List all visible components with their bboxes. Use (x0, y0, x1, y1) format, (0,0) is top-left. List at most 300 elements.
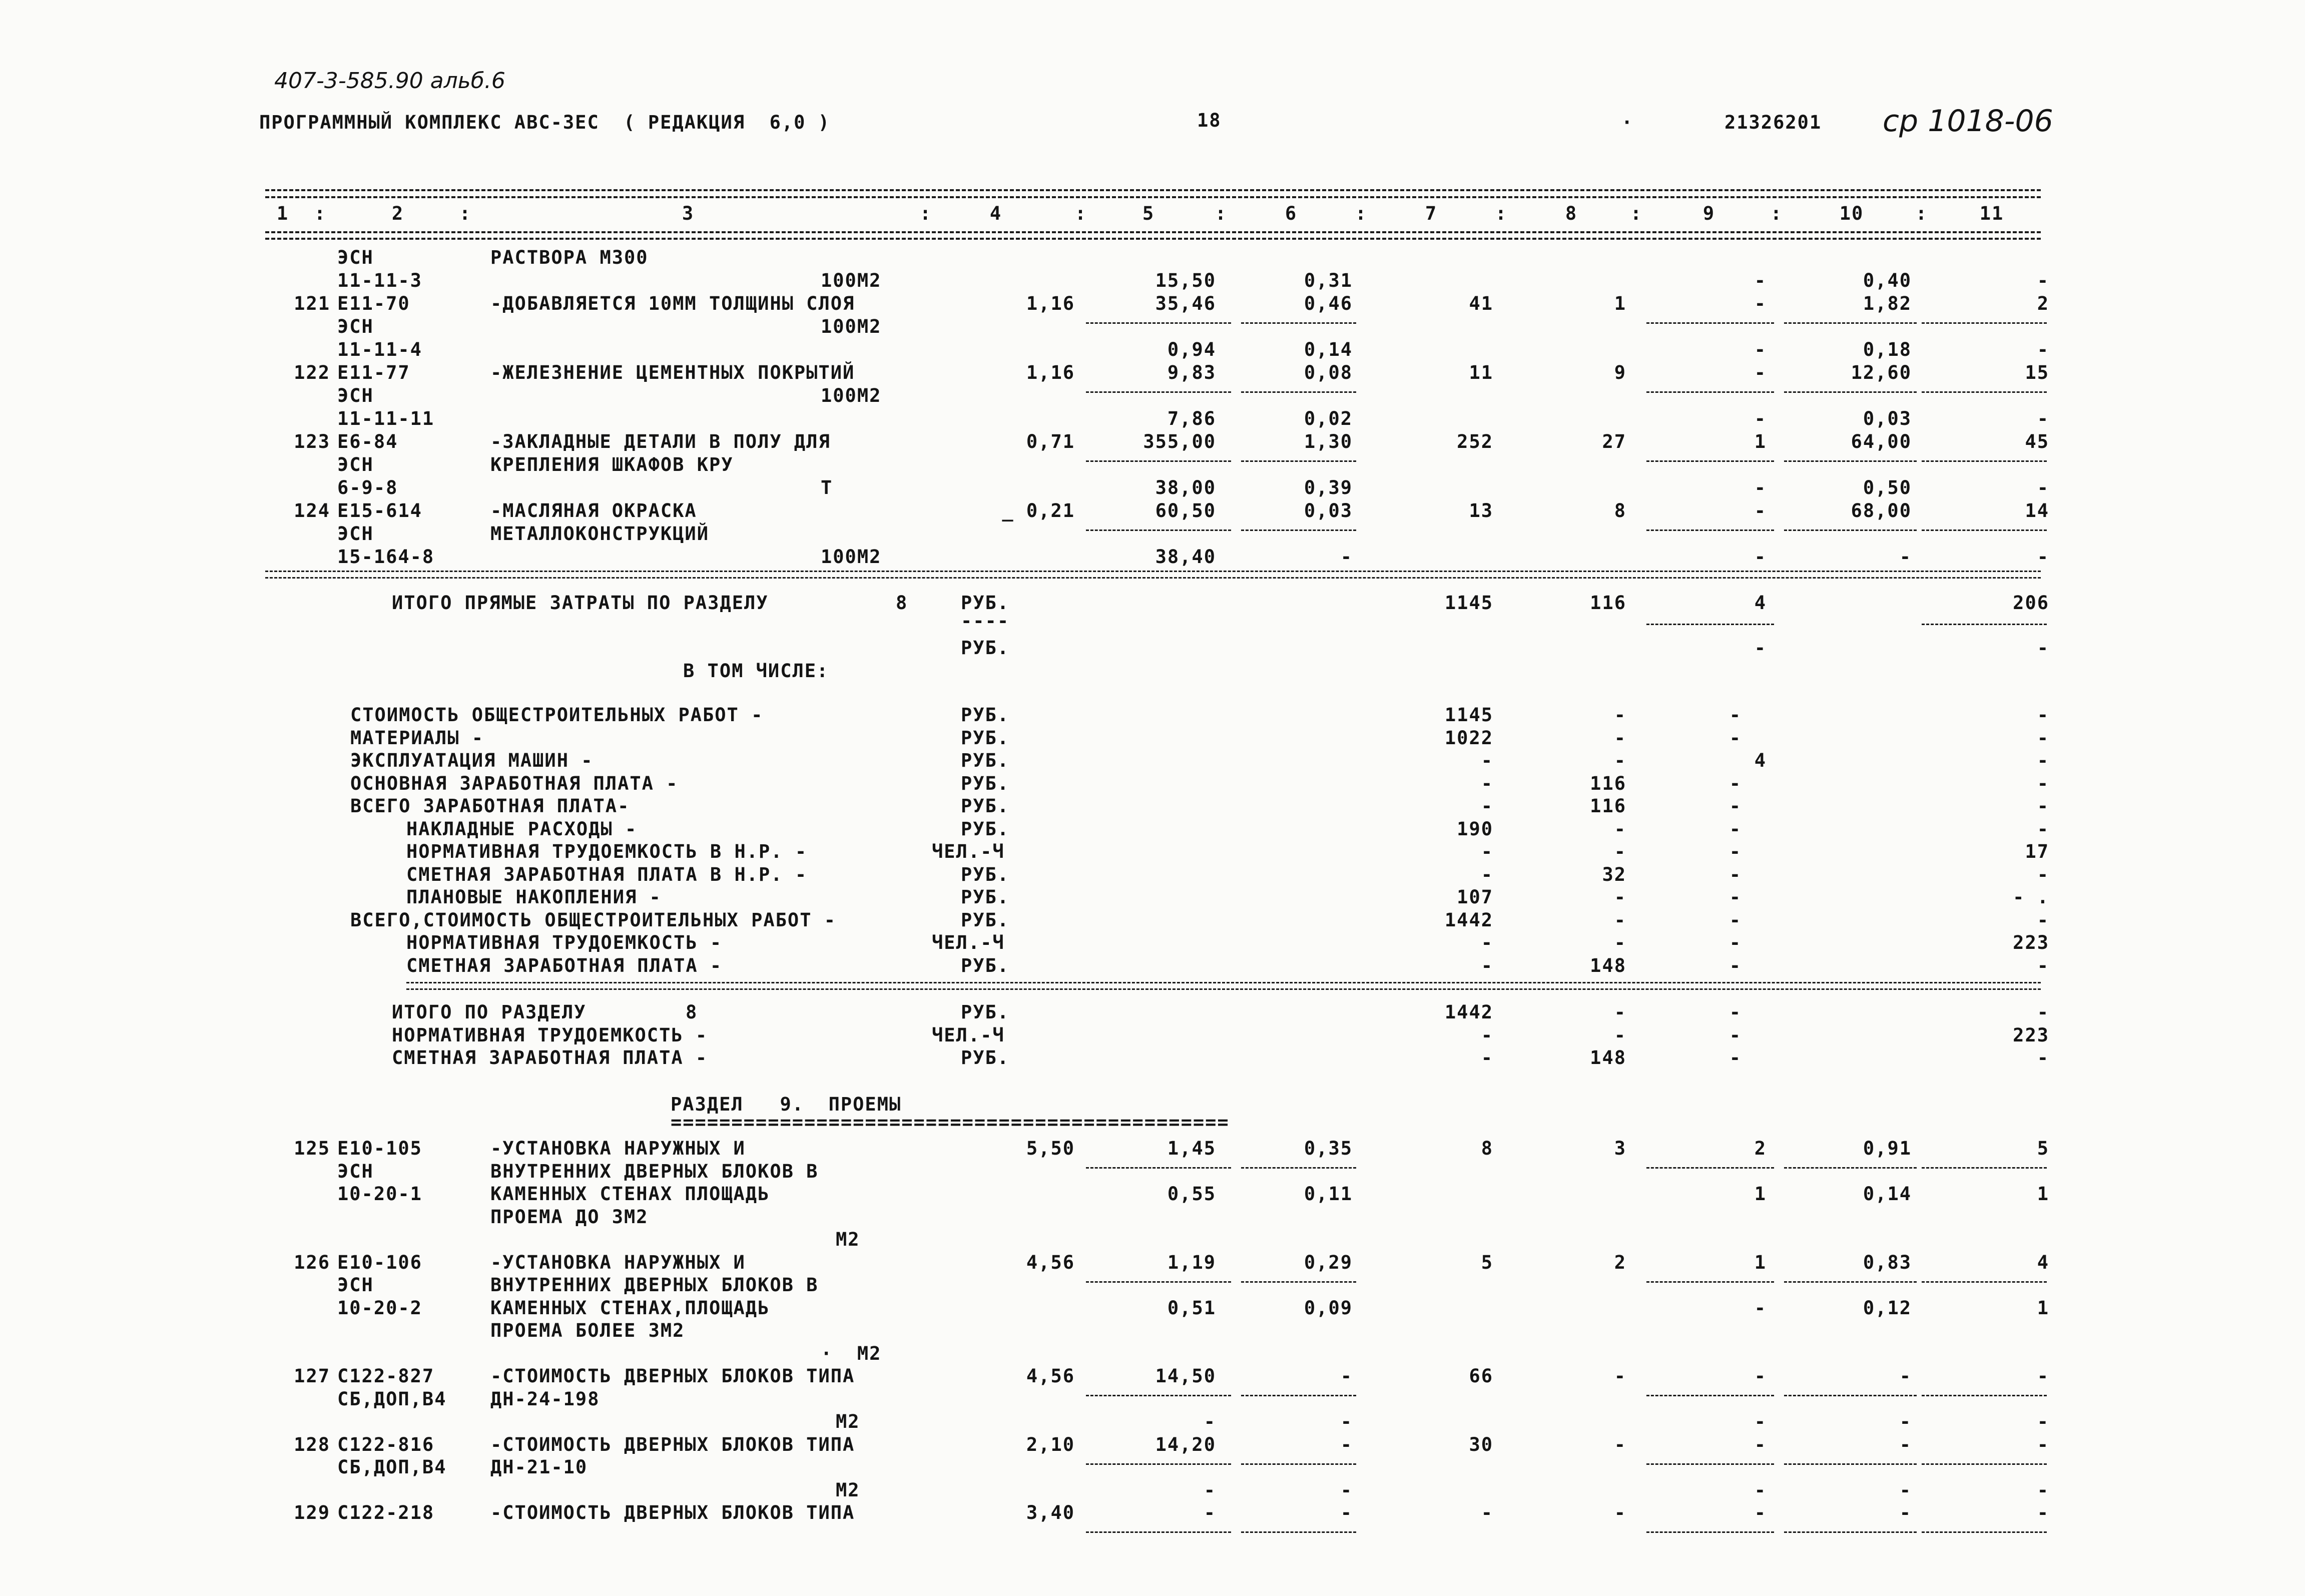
breakdown-unit: РУБ. (961, 886, 1010, 908)
cell-rule (1086, 391, 1231, 393)
cell-c5: 0,55 (1167, 1183, 1216, 1205)
cell-c11: 14 (2025, 500, 2049, 521)
cell-c3: -УСТАНОВКА НАРУЖНЫХ И (490, 1251, 746, 1273)
column-separator: : (459, 203, 472, 224)
cell-c5: - (1204, 1502, 1216, 1523)
breakdown-c9: - (1729, 818, 1742, 840)
cell-rule (1086, 529, 1231, 531)
cell-c4: 0,71 (1026, 431, 1075, 452)
header-dot: · (1621, 112, 1634, 133)
breakdown-c7: - (1481, 932, 1493, 953)
breakdown-c8: 148 (1590, 954, 1626, 976)
column-header-6: 6 (1285, 203, 1298, 224)
cell-c10: 64,00 (1851, 431, 1912, 452)
cell-c9: 1 (1754, 1251, 1767, 1273)
section-total-label: СМЕТНАЯ ЗАРАБОТНАЯ ПЛАТА - (392, 1047, 708, 1069)
column-separator: : (1215, 203, 1228, 224)
header-rule-top-2 (265, 196, 2041, 198)
document-code: 21326201 (1724, 112, 1822, 133)
column-header-8: 8 (1565, 203, 1578, 224)
breakdown-c11: - (2037, 772, 2049, 794)
cell-rule (1784, 1167, 1917, 1169)
cell-c11: - (2037, 1411, 2049, 1432)
cell-rule (1784, 391, 1917, 393)
cell-c9: - (1754, 270, 1767, 291)
cell-c6: 1,30 (1304, 431, 1353, 452)
cell-c2: Е6-84 (337, 431, 398, 452)
cell-c2: ЭСН (337, 1160, 374, 1182)
cell-c2: ЭСН (337, 1274, 374, 1296)
cell-c4: _ 0,21 (1002, 500, 1075, 521)
breakdown-c7: 190 (1457, 818, 1493, 840)
breakdown-c9: - (1729, 909, 1742, 931)
dash: - (1754, 637, 1767, 659)
cell-c6: 0,35 (1304, 1138, 1353, 1159)
cell-unit: · М2 (821, 1342, 882, 1364)
cell-c8: 9 (1614, 362, 1626, 383)
cell-rule (1784, 1531, 1917, 1533)
cell-rule (1922, 1167, 2047, 1169)
section-rule (406, 982, 2041, 983)
cell-c2: С122-218 (337, 1502, 435, 1523)
cell-c6: 0,14 (1304, 339, 1353, 360)
cell-c6: 0,09 (1304, 1297, 1353, 1319)
cell-c10: 68,00 (1851, 500, 1912, 521)
cell-c4: 4,56 (1026, 1365, 1075, 1387)
cell-c3: -СТОИМОСТЬ ДВЕРНЫХ БЛОКОВ ТИПА (490, 1502, 855, 1523)
breakdown-c7: 1022 (1444, 727, 1493, 749)
cell-c5: 355,00 (1143, 431, 1216, 452)
cell-c6: 0,46 (1304, 293, 1353, 314)
cell-c5: 9,83 (1167, 362, 1216, 383)
breakdown-unit: РУБ. (961, 704, 1010, 726)
cell-unit: М2 (836, 1411, 860, 1432)
breakdown-c11: - . (2013, 886, 2049, 908)
cell-c4: 1,16 (1026, 293, 1075, 314)
cell-unit: М2 (836, 1479, 860, 1501)
breakdown-c9: - (1729, 932, 1742, 953)
breakdown-c8: - (1614, 704, 1626, 726)
breakdown-label: НОРМАТИВНАЯ ТРУДОЕМКОСТЬ - (406, 932, 723, 953)
cell-c2: 11-11-4 (337, 339, 422, 360)
section-rule (265, 571, 2041, 572)
cell-rule (1086, 460, 1231, 462)
cell-c11: 45 (2025, 431, 2049, 452)
cell-c9: - (1754, 1411, 1767, 1432)
breakdown-c9: - (1729, 704, 1742, 726)
cell-c5: 35,46 (1155, 293, 1216, 314)
direct-costs-section: 8 (896, 592, 908, 614)
cell-c9: - (1754, 500, 1767, 521)
section-rule (406, 988, 2041, 990)
cell-c11: - (2037, 339, 2049, 360)
cell-rule (1646, 1167, 1774, 1169)
cell-c7: 11 (1469, 362, 1493, 383)
cell-c6: 0,29 (1304, 1251, 1353, 1273)
column-header-9: 9 (1702, 203, 1715, 224)
cell-c5: 38,40 (1155, 546, 1216, 568)
cell-c2: ЭСН (337, 454, 374, 475)
cell-rule (1922, 391, 2047, 393)
cell-c3: -МАСЛЯНАЯ ОКРАСКА (490, 500, 697, 521)
cell-c8: - (1614, 1502, 1626, 1523)
cell-c3: -УСТАНОВКА НАРУЖНЫХ И (490, 1138, 746, 1159)
cell-rule (1241, 391, 1356, 393)
cell-rule (1922, 1281, 2047, 1283)
breakdown-c8: - (1614, 909, 1626, 931)
cell-c2: 11-11-11 (337, 408, 435, 429)
cell-c9: - (1754, 339, 1767, 360)
cell-c3: ВНУТРЕННИХ ДВЕРНЫХ БЛОКОВ В (490, 1274, 819, 1296)
cell-rule (1646, 322, 1774, 324)
cell-c9: - (1754, 477, 1767, 498)
cell-c3: -ЗАКЛАДНЫЕ ДЕТАЛИ В ПОЛУ ДЛЯ (490, 431, 831, 452)
cell-c3: РАСТВОРА М300 (490, 247, 649, 268)
cell-c11: - (2037, 408, 2049, 429)
cell-unit: 100М2 (821, 270, 882, 291)
unit-rub: РУБ. (961, 592, 1010, 614)
cell-rule (1241, 529, 1356, 531)
cell-rule (1241, 1463, 1356, 1465)
cell-c8: 8 (1614, 500, 1626, 521)
cell-c2: 15-164-8 (337, 546, 435, 568)
breakdown-c11: - (2037, 795, 2049, 817)
direct-costs-c7: 1145 (1444, 592, 1493, 614)
cell-c2: С122-827 (337, 1365, 435, 1387)
section-total-num: 8 (686, 1001, 698, 1023)
cell-rule (1086, 1395, 1231, 1396)
column-header-5: 5 (1142, 203, 1155, 224)
cell-c7: 13 (1469, 500, 1493, 521)
cell-c5: 1,45 (1167, 1138, 1216, 1159)
cell-rule (1922, 529, 2047, 531)
cell-rule (1922, 460, 2047, 462)
breakdown-label: СМЕТНАЯ ЗАРАБОТНАЯ ПЛАТА - (406, 954, 723, 976)
section-total-c9: - (1729, 1001, 1742, 1023)
cell-unit: 100М2 (821, 546, 882, 568)
breakdown-c7: 1442 (1444, 909, 1493, 931)
cell-c6: 0,31 (1304, 270, 1353, 291)
cell-c11: 5 (2037, 1138, 2049, 1159)
cell-c6: 0,08 (1304, 362, 1353, 383)
cell-c2: Е11-70 (337, 293, 410, 314)
direct-costs-c8: 116 (1590, 592, 1626, 614)
cell-c1: 124 (294, 500, 330, 521)
breakdown-c9: - (1729, 886, 1742, 908)
cell-c1: 128 (294, 1433, 330, 1455)
cell-c10: - (1899, 1411, 1912, 1432)
column-separator: : (1770, 203, 1783, 224)
section-total-unit: РУБ. (961, 1001, 1010, 1023)
cell-c6: 0,11 (1304, 1183, 1353, 1205)
cell-c3: КАМЕННЫХ СТЕНАХ ПЛОЩАДЬ (490, 1183, 770, 1205)
cell-c11: - (2037, 1365, 2049, 1387)
cell-c2: Е11-77 (337, 362, 410, 383)
cell-c3: КАМЕННЫХ СТЕНАХ,ПЛОЩАДЬ (490, 1297, 770, 1319)
breakdown-c11: - (2037, 727, 2049, 749)
breakdown-c11: - (2037, 954, 2049, 976)
cell-c11: - (2037, 1502, 2049, 1523)
cell-c7: 30 (1469, 1433, 1493, 1455)
cell-c9: - (1754, 293, 1767, 314)
cell-c5: 0,51 (1167, 1297, 1216, 1319)
cell-c4: 3,40 (1026, 1502, 1075, 1523)
column-header-10: 10 (1839, 203, 1864, 224)
section-total-c11: - (2037, 1047, 2049, 1069)
cell-c10: - (1899, 546, 1912, 568)
cell-c6: - (1340, 1365, 1353, 1387)
in-that-number-label: В ТОМ ЧИСЛЕ: (683, 660, 829, 682)
cell-c2: ЭСН (337, 385, 374, 406)
breakdown-unit: РУБ. (961, 795, 1010, 817)
breakdown-c7: 107 (1457, 886, 1493, 908)
cell-rule (1086, 1281, 1231, 1283)
cell-c6: - (1340, 546, 1353, 568)
section-total-c7: - (1481, 1024, 1493, 1046)
cell-c11: - (2037, 546, 2049, 568)
cell-rule (1241, 460, 1356, 462)
cell-c11: 2 (2037, 293, 2049, 314)
breakdown-c8: 116 (1590, 772, 1626, 794)
cell-c10: 0,14 (1863, 1183, 1912, 1205)
section-total-c11: 223 (2013, 1024, 2049, 1046)
cell-c10: - (1899, 1365, 1912, 1387)
cell-c10: 0,83 (1863, 1251, 1912, 1273)
program-title: ПРОГРАММНЫЙ КОМПЛЕКС АВС-3ЕС ( РЕДАКЦИЯ 6,0 ) (259, 112, 830, 133)
column-header-4: 4 (989, 203, 1002, 224)
cell-c4: 1,16 (1026, 362, 1075, 383)
breakdown-c9: 4 (1754, 750, 1767, 771)
dash: - (2037, 637, 2049, 659)
cell-c3: ПРОЕМА ДО 3М2 (490, 1206, 649, 1228)
cell-c3: -СТОИМОСТЬ ДВЕРНЫХ БЛОКОВ ТИПА (490, 1433, 855, 1455)
section-total-c11: - (2037, 1001, 2049, 1023)
breakdown-c8: - (1614, 727, 1626, 749)
breakdown-unit: РУБ. (961, 954, 1010, 976)
cell-c8: 2 (1614, 1251, 1626, 1273)
cell-c4: 4,56 (1026, 1251, 1075, 1273)
cell-c10: 0,91 (1863, 1138, 1912, 1159)
breakdown-unit: РУБ. (961, 727, 1010, 749)
cell-c10: - (1899, 1502, 1912, 1523)
breakdown-label: НОРМАТИВНАЯ ТРУДОЕМКОСТЬ В Н.Р. - (406, 841, 808, 862)
cell-c10: 0,03 (1863, 408, 1912, 429)
column-separator: : (1074, 203, 1087, 224)
cell-c5: 7,86 (1167, 408, 1216, 429)
unit-rub: РУБ. (961, 637, 1010, 659)
cell-c9: - (1754, 362, 1767, 383)
cell-c5: - (1204, 1411, 1216, 1432)
cell-unit: Т (821, 477, 833, 498)
breakdown-label: МАТЕРИАЛЫ - (350, 727, 484, 749)
breakdown-unit: РУБ. (961, 909, 1010, 931)
cell-c8: - (1614, 1433, 1626, 1455)
cell-rule (1241, 1281, 1356, 1283)
cell-c2: ЭСН (337, 523, 374, 545)
cell-c8: 1 (1614, 293, 1626, 314)
section-total-c9: - (1729, 1024, 1742, 1046)
section-9-underline: ============================================== (671, 1112, 1230, 1133)
cell-c3: ДН-24-198 (490, 1388, 600, 1410)
breakdown-c9: - (1729, 841, 1742, 862)
section-rule (265, 577, 2041, 579)
breakdown-c9: - (1729, 727, 1742, 749)
cell-c10: 0,40 (1863, 270, 1912, 291)
cell-c11: 15 (2025, 362, 2049, 383)
cell-c11: - (2037, 270, 2049, 291)
cell-c1: 126 (294, 1251, 330, 1273)
cell-c7: 5 (1481, 1251, 1493, 1273)
cell-c2: 6-9-8 (337, 477, 398, 498)
breakdown-c7: 1145 (1444, 704, 1493, 726)
breakdown-unit: ЧЕЛ.-Ч (932, 932, 1005, 953)
cell-unit: 100М2 (821, 385, 882, 406)
cell-c1: 127 (294, 1365, 330, 1387)
direct-costs-c9: 4 (1754, 592, 1767, 614)
cell-c2: СБ,ДОП,В4 (337, 1456, 447, 1478)
cell-c11: 1 (2037, 1297, 2049, 1319)
page-number: 18 (1197, 110, 1222, 131)
cell-c5: 14,20 (1155, 1433, 1216, 1455)
cell-c3: МЕТАЛЛОКОНСТРУКЦИЙ (490, 523, 709, 545)
breakdown-c8: - (1614, 932, 1626, 953)
section-total-c9: - (1729, 1047, 1742, 1069)
direct-costs-label: ИТОГО ПРЯМЫЕ ЗАТРАТЫ ПО РАЗДЕЛУ (392, 592, 769, 614)
cell-c10: - (1899, 1479, 1912, 1501)
cell-c3: -ДОБАВЛЯЕТСЯ 10ММ ТОЛЩИНЫ СЛОЯ (490, 293, 855, 314)
cell-rule (1241, 1531, 1356, 1533)
section-total-c8: - (1614, 1024, 1626, 1046)
column-separator: : (1355, 203, 1368, 224)
cell-c9: 2 (1754, 1138, 1767, 1159)
cell-c2: Е15-614 (337, 500, 422, 521)
header-rule-top (265, 189, 2041, 191)
breakdown-label: ПЛАНОВЫЕ НАКОПЛЕНИЯ - (406, 886, 662, 908)
cell-rule (1646, 460, 1774, 462)
cell-rule (1784, 460, 1917, 462)
breakdown-c8: - (1614, 818, 1626, 840)
cell-rule (1646, 1463, 1774, 1465)
cell-c5: 15,50 (1155, 270, 1216, 291)
section-total-unit: ЧЕЛ.-Ч (932, 1024, 1005, 1046)
cell-c6: 0,02 (1304, 408, 1353, 429)
cell-rule (1646, 1531, 1774, 1533)
cell-c11: - (2037, 1479, 2049, 1501)
breakdown-c7: - (1481, 750, 1493, 771)
cell-c6: - (1340, 1502, 1353, 1523)
breakdown-c11: - (2037, 750, 2049, 771)
cell-c3: -СТОИМОСТЬ ДВЕРНЫХ БЛОКОВ ТИПА (490, 1365, 855, 1387)
breakdown-c7: - (1481, 863, 1493, 885)
cell-c2: ЭСН (337, 316, 374, 337)
cell-c6: 0,39 (1304, 477, 1353, 498)
column-separator: : (1495, 203, 1508, 224)
cell-c2: С122-816 (337, 1433, 435, 1455)
cell-c9: - (1754, 546, 1767, 568)
cell-rule (1241, 322, 1356, 324)
cell-c8: 27 (1602, 431, 1626, 452)
cell-c1: 121 (294, 293, 330, 314)
breakdown-c9: - (1729, 863, 1742, 885)
breakdown-label: ВСЕГО ЗАРАБОТНАЯ ПЛАТА- (350, 795, 630, 817)
breakdown-c11: - (2037, 704, 2049, 726)
column-header-3: 3 (682, 203, 695, 224)
cell-c11: 1 (2037, 1183, 2049, 1205)
section-total-c7: - (1481, 1047, 1493, 1069)
header-rule-bottom (265, 231, 2041, 233)
breakdown-unit: РУБ. (961, 772, 1010, 794)
breakdown-c8: - (1614, 886, 1626, 908)
breakdown-c7: - (1481, 795, 1493, 817)
column-separator: : (314, 203, 327, 224)
breakdown-label: ОСНОВНАЯ ЗАРАБОТНАЯ ПЛАТА - (350, 772, 679, 794)
cell-c4: 2,10 (1026, 1433, 1075, 1455)
breakdown-c9: - (1729, 772, 1742, 794)
section-total-c7: 1442 (1444, 1001, 1493, 1023)
cell-rule (1086, 1167, 1231, 1169)
cell-c3: -ЖЕЛЕЗНЕНИЕ ЦЕМЕНТНЫХ ПОКРЫТИЙ (490, 362, 855, 383)
breakdown-label: ВСЕГО,СТОИМОСТЬ ОБЩЕСТРОИТЕЛЬНЫХ РАБОТ - (350, 909, 837, 931)
breakdown-unit: ЧЕЛ.-Ч (932, 841, 1005, 862)
cell-c10: 12,60 (1851, 362, 1912, 383)
breakdown-c11: 223 (2013, 932, 2049, 953)
cell-c2: 10-20-2 (337, 1297, 422, 1319)
cell-rule (1241, 1167, 1356, 1169)
cell-c7: 8 (1481, 1138, 1493, 1159)
cell-rule (1646, 1281, 1774, 1283)
cell-c11: 4 (2037, 1251, 2049, 1273)
breakdown-c11: - (2037, 818, 2049, 840)
cell-rule (1784, 322, 1917, 324)
breakdown-unit: РУБ. (961, 818, 1010, 840)
document-number: 407-3-585.90 альб.6 (274, 68, 505, 94)
cell-c9: - (1754, 1502, 1767, 1523)
breakdown-c7: - (1481, 841, 1493, 862)
cell-c7: 41 (1469, 293, 1493, 314)
cell-rule (1784, 1463, 1917, 1465)
cell-rule (1922, 1395, 2047, 1396)
breakdown-c11: - (2037, 909, 2049, 931)
cell-c2: 10-20-1 (337, 1183, 422, 1205)
cell-c8: 3 (1614, 1138, 1626, 1159)
cell-c4: 5,50 (1026, 1138, 1075, 1159)
column-separator: : (1915, 203, 1928, 224)
cell-c1: 129 (294, 1502, 330, 1523)
cell-c9: 1 (1754, 1183, 1767, 1205)
cell-c1: 123 (294, 431, 330, 452)
breakdown-label: НАКЛАДНЫЕ РАСХОДЫ - (406, 818, 638, 840)
cell-c10: 0,50 (1863, 477, 1912, 498)
cell-c3: ПРОЕМА БОЛЕЕ 3М2 (490, 1320, 685, 1341)
breakdown-unit: РУБ. (961, 863, 1010, 885)
cell-c9: - (1754, 408, 1767, 429)
cell-c10: 1,82 (1863, 293, 1912, 314)
cell-rule (1241, 1395, 1356, 1396)
breakdown-c8: 32 (1602, 863, 1626, 885)
cell-c9: - (1754, 1297, 1767, 1319)
breakdown-c8: - (1614, 750, 1626, 771)
section-total-label: ИТОГО ПО РАЗДЕЛУ (392, 1001, 587, 1023)
cell-c2: ЭСН (337, 247, 374, 268)
cell-c2: СБ,ДОП,В4 (337, 1388, 447, 1410)
column-separator: : (919, 203, 932, 224)
cell-rule (1784, 1395, 1917, 1396)
cell-c5: 60,50 (1155, 500, 1216, 521)
cell-c6: - (1340, 1479, 1353, 1501)
cell-c5: 38,00 (1155, 477, 1216, 498)
breakdown-label: СТОИМОСТЬ ОБЩЕСТРОИТЕЛЬНЫХ РАБОТ - (350, 704, 764, 726)
cell-c6: 0,03 (1304, 500, 1353, 521)
